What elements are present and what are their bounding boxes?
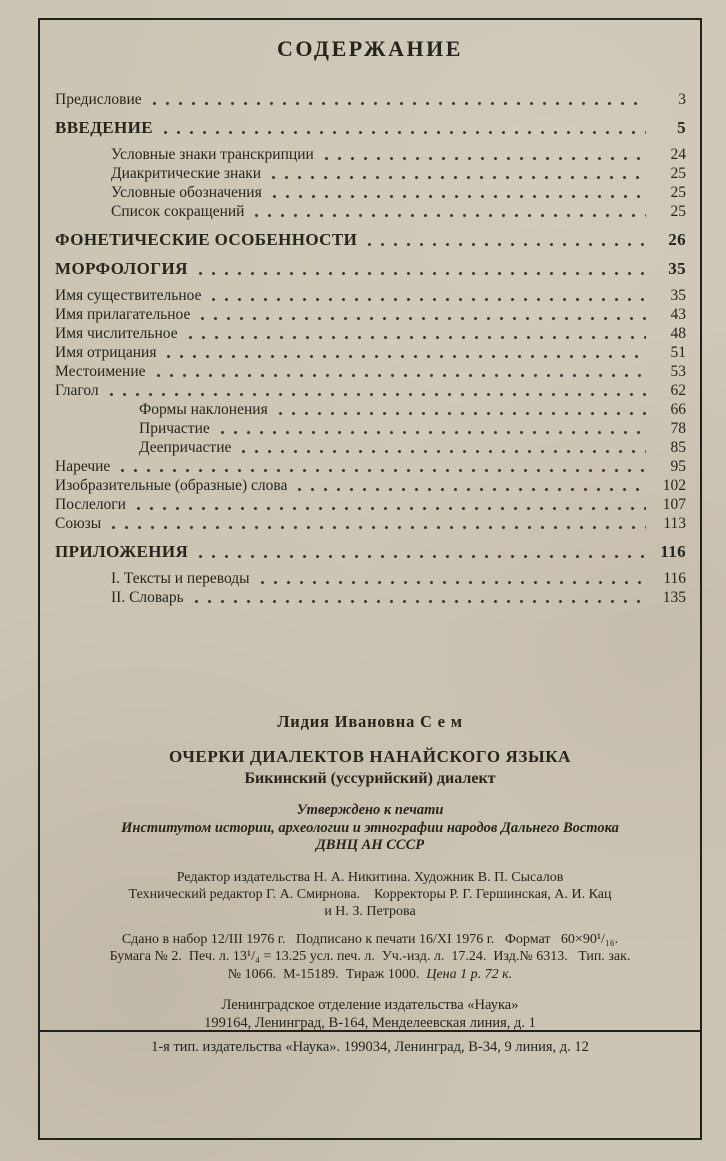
book-title: ОЧЕРКИ ДИАЛЕКТОВ НАНАЙСКОГО ЯЗЫКА bbox=[168, 747, 572, 766]
toc-entry bbox=[55, 286, 686, 305]
toc-entry-label: Имя числительное bbox=[55, 325, 178, 342]
dot-leader bbox=[241, 449, 646, 454]
print-info-block bbox=[40, 931, 700, 984]
toc-entry-label: Список сокращений bbox=[111, 203, 245, 220]
dot-leader bbox=[198, 554, 646, 559]
toc-entry-label: ПРИЛОЖЕНИЯ bbox=[55, 542, 189, 561]
toc-entry bbox=[55, 495, 686, 514]
dot-leader bbox=[109, 392, 646, 397]
dot-leader bbox=[163, 130, 646, 135]
dot-leader bbox=[200, 316, 646, 321]
toc-entry-page: 25 bbox=[670, 203, 686, 220]
dot-leader bbox=[324, 156, 646, 161]
dot-leader bbox=[156, 373, 647, 378]
toc-entry bbox=[55, 90, 686, 109]
toc-entry-page: 116 bbox=[663, 570, 686, 587]
colophon-line: Редактор издательства Н. А. Никитина. Художник В. П. Сысалов bbox=[176, 869, 564, 885]
colophon-line: Утверждено к печати bbox=[296, 802, 444, 818]
toc-entry bbox=[55, 202, 686, 221]
toc-entry-label: Послелоги bbox=[55, 496, 126, 513]
toc-entry-page: 95 bbox=[670, 458, 686, 475]
toc-entry bbox=[55, 542, 686, 562]
toc-entry bbox=[55, 514, 686, 533]
toc-entry-page: 62 bbox=[670, 382, 686, 399]
dot-leader bbox=[254, 213, 646, 218]
dot-leader bbox=[271, 175, 646, 180]
toc-entry-page: 25 bbox=[670, 184, 686, 201]
toc-entry-page: 51 bbox=[670, 344, 686, 361]
toc-entry-label: Имя отрицания bbox=[55, 344, 157, 361]
toc-entry-label: Имя существительное bbox=[55, 287, 202, 304]
toc-list bbox=[40, 90, 700, 607]
toc-entry-label: ФОНЕТИЧЕСКИЕ ОСОБЕННОСТИ bbox=[55, 230, 358, 249]
toc-entry bbox=[55, 324, 686, 343]
toc-entry-page: 116 bbox=[660, 542, 686, 561]
toc-entry-label: Формы наклонения bbox=[139, 401, 268, 418]
colophon-line: Институтом истории, археологии и этнографии народов Дальнего Востока bbox=[121, 819, 619, 836]
toc-entry bbox=[55, 588, 686, 607]
dot-leader bbox=[367, 242, 646, 247]
colophon bbox=[40, 712, 700, 1032]
toc-entry-page: 43 bbox=[670, 306, 686, 323]
toc-entry-page: 35 bbox=[670, 287, 686, 304]
toc-entry-label: Наречие bbox=[55, 458, 111, 475]
book-subtitle: Бикинский (уссурийский) диалект bbox=[244, 770, 496, 787]
toc-entry-page: 35 bbox=[668, 259, 686, 278]
toc-entry-label: Изобразительные (образные) слова bbox=[55, 477, 288, 494]
toc-entry-label: Союзы bbox=[55, 515, 102, 532]
dot-leader bbox=[194, 599, 646, 604]
toc-entry-page: 85 bbox=[670, 439, 686, 456]
toc-entry-label: ВВЕДЕНИЕ bbox=[55, 118, 154, 137]
dot-leader bbox=[297, 487, 646, 492]
toc-entry bbox=[55, 145, 686, 164]
print-text-segment: Цена 1 р. 72 к. bbox=[426, 966, 513, 982]
dot-leader bbox=[211, 297, 646, 302]
print-info-line bbox=[40, 966, 700, 984]
print-text-segment: Сдано в набор 12/III 1976 г. Подписано к печати 16/XI 1976 г. Формат 60×90¹/₁₆. bbox=[121, 931, 619, 947]
toc-entry-page: 53 bbox=[670, 363, 686, 380]
dot-leader bbox=[188, 335, 646, 340]
toc-entry bbox=[55, 259, 686, 279]
toc-entry bbox=[55, 438, 686, 457]
toc-entry-label: Имя прилагательное bbox=[55, 306, 191, 323]
toc-entry-label: МОРФОЛОГИЯ bbox=[55, 259, 188, 278]
toc-entry-label: Причастие bbox=[139, 420, 210, 437]
toc-entry bbox=[55, 400, 686, 419]
dot-leader bbox=[260, 580, 646, 585]
toc-entry-page: 5 bbox=[677, 118, 686, 137]
colophon-line: Технический редактор Г. А. Смирнова. Корректоры Р. Г. Гершинская, А. И. Кац bbox=[128, 886, 612, 902]
toc-entry-label: Условные знаки транскрипции bbox=[111, 146, 314, 163]
toc-entry-label: II. Словарь bbox=[111, 589, 184, 606]
colophon-line: Ленинградское отделение издательства «Наука» bbox=[221, 997, 519, 1013]
toc-entry bbox=[55, 230, 686, 250]
toc-entry-label: Деепричастие bbox=[139, 439, 232, 456]
toc-entry-page: 107 bbox=[662, 496, 686, 513]
toc-entry-page: 66 bbox=[670, 401, 686, 418]
footer-divider bbox=[40, 1030, 700, 1032]
toc-entry-page: 113 bbox=[663, 515, 686, 532]
toc-entry-label: I. Тексты и переводы bbox=[111, 570, 250, 587]
toc-entry-label: Глагол bbox=[55, 382, 99, 399]
toc-entry-page: 3 bbox=[678, 91, 686, 108]
toc-entry-label: Предисловие bbox=[55, 91, 142, 108]
toc-entry-page: 78 bbox=[670, 420, 686, 437]
toc-entry bbox=[55, 118, 686, 138]
toc-entry-label: Местоимение bbox=[55, 363, 146, 380]
dot-leader bbox=[111, 525, 646, 530]
toc-entry-page: 48 bbox=[670, 325, 686, 342]
toc-entry-page: 25 bbox=[670, 165, 686, 182]
dot-leader bbox=[152, 101, 646, 106]
toc-entry bbox=[55, 183, 686, 202]
toc-entry bbox=[55, 457, 686, 476]
colophon-line: 199164, Ленинград, В-164, Менделеевская линия, д. 1 bbox=[204, 1015, 536, 1031]
dot-leader bbox=[272, 194, 646, 199]
toc-entry-label: Условные обозначения bbox=[111, 184, 262, 201]
toc-entry-label: Диакритические знаки bbox=[111, 165, 262, 182]
print-text-segment: Бумага № 2. Печ. л. 13¹/₄ = 13.25 усл. печ. л. Уч.-изд. л. 17.24. Изд.№ 6313. Тип. зак. bbox=[109, 949, 631, 964]
print-info-line bbox=[40, 948, 700, 966]
dot-leader bbox=[166, 354, 646, 359]
toc-entry bbox=[55, 569, 686, 588]
author-name: Лидия Ивановна С е м bbox=[277, 712, 463, 731]
colophon-line: ДВНЦ АН СССР bbox=[315, 837, 425, 853]
toc-entry bbox=[55, 381, 686, 400]
toc-entry-page: 24 bbox=[670, 146, 686, 163]
toc-entry bbox=[55, 362, 686, 381]
toc-entry bbox=[55, 305, 686, 324]
toc-entry bbox=[55, 419, 686, 438]
dot-leader bbox=[136, 506, 646, 511]
dot-leader bbox=[198, 271, 646, 276]
publisher-block bbox=[40, 996, 700, 1032]
dot-leader bbox=[278, 411, 646, 416]
dot-leader bbox=[220, 430, 646, 435]
colophon-line: и Н. З. Петрова bbox=[324, 903, 416, 919]
print-text-segment: № 1066. М-15189. Тираж 1000. bbox=[227, 966, 427, 982]
toc-entry bbox=[55, 164, 686, 183]
staff-block bbox=[40, 869, 700, 920]
dot-leader bbox=[120, 468, 646, 473]
approval-block bbox=[40, 802, 700, 855]
toc-entry-page: 135 bbox=[662, 589, 686, 606]
toc-entry bbox=[55, 343, 686, 362]
toc-entry-page: 26 bbox=[668, 230, 686, 249]
toc-entry bbox=[55, 476, 686, 495]
toc-entry-page: 102 bbox=[662, 477, 686, 494]
printer-address: 1-я тип. издательства «Наука». 199034, Ленинград, В-34, 9 линия, д. 12 bbox=[151, 1039, 589, 1055]
print-info-line bbox=[40, 931, 700, 949]
toc-title: СОДЕРЖАНИЕ bbox=[277, 36, 463, 61]
page-border-frame bbox=[38, 18, 702, 1140]
